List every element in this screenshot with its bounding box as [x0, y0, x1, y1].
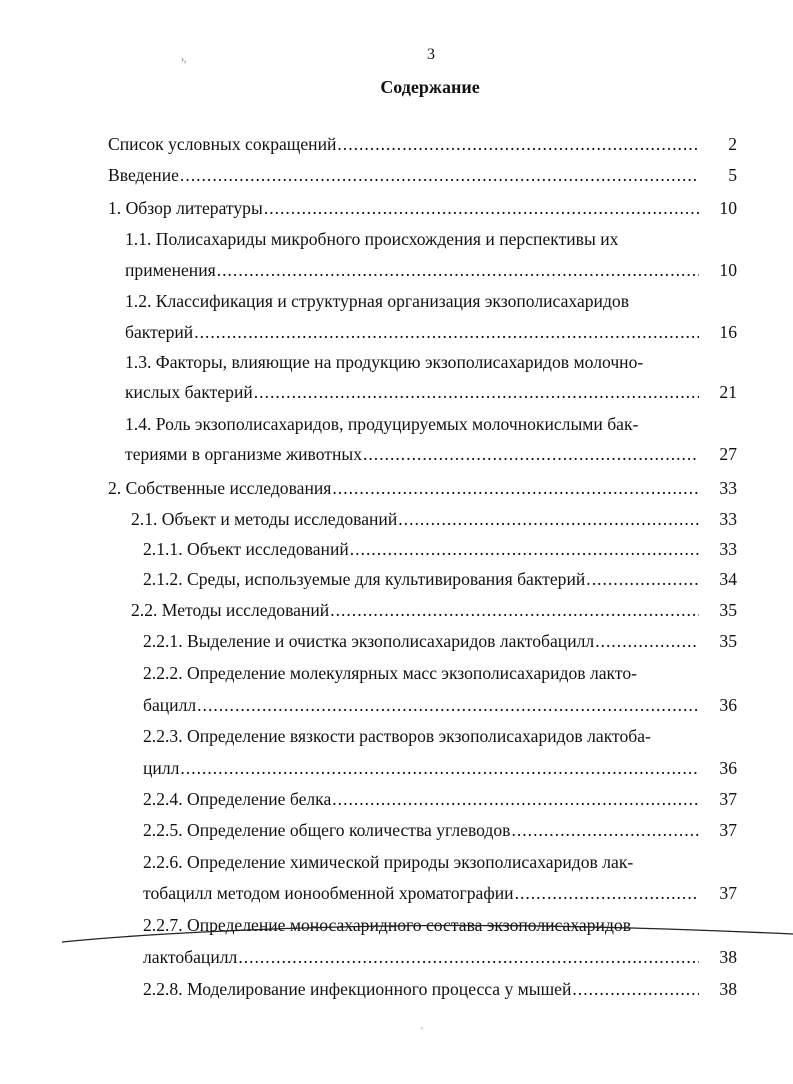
toc-entry-line1: 1.4. Роль экзополисахаридов, продуцируемых молочнокислыми бак-	[125, 414, 639, 434]
toc-entry[interactable]	[143, 819, 700, 841]
toc-entry[interactable]	[143, 946, 700, 968]
toc-entry-label: применения	[125, 260, 216, 280]
leader-dots	[332, 788, 699, 810]
toc-entry-label: лактобацилл	[143, 947, 238, 967]
toc-entry[interactable]	[143, 882, 700, 904]
toc-entry[interactable]	[125, 321, 700, 343]
leader-dots	[332, 477, 699, 499]
toc-entry-label: Список условных сокращений	[108, 134, 337, 154]
toc-entry[interactable]	[108, 133, 700, 155]
toc-entry[interactable]	[143, 630, 700, 652]
toc-entry-label: 2.2.1. Выделение и очистка экзополисахаридов лактобацилл	[143, 631, 595, 651]
toc-page-number: 36	[719, 695, 737, 715]
leader-dots	[194, 321, 699, 343]
toc-entry-label: 2. Собственные исследования	[108, 478, 332, 498]
toc-entry[interactable]	[125, 443, 700, 465]
toc-page-number: 37	[719, 789, 737, 809]
leader-dots	[330, 599, 699, 621]
toc-entry[interactable]	[125, 381, 700, 403]
toc-page-number: 16	[719, 322, 737, 342]
toc-page-number: 27	[719, 444, 737, 464]
toc-entry-label: 2.1.2. Среды, используемые для культивирования бактерий	[143, 569, 586, 589]
toc-page-number: 10	[719, 198, 737, 218]
leader-dots	[254, 381, 699, 403]
leader-dots	[180, 164, 699, 186]
toc-page-number: 10	[719, 260, 737, 280]
leader-dots	[238, 946, 699, 968]
toc-page-number: 37	[719, 883, 737, 903]
toc-entry[interactable]	[143, 757, 700, 779]
leader-dots	[572, 978, 699, 1000]
leader-dots	[350, 538, 699, 560]
toc-entry[interactable]	[125, 259, 700, 281]
toc-page-number: 5	[728, 165, 737, 185]
toc-page-number: 2	[728, 134, 737, 154]
leader-dots	[595, 630, 699, 652]
toc-page-number: 37	[719, 820, 737, 840]
page-number: 3	[427, 46, 435, 63]
toc-page-number: 35	[719, 631, 737, 651]
toc-page-number: 21	[719, 382, 737, 402]
toc-entry-line1: 1.2. Классификация и структурная организация экзополисахаридов	[125, 291, 630, 311]
toc-entry-label: териями в организме животных	[125, 444, 362, 464]
toc-entry[interactable]	[143, 538, 700, 560]
leader-dots	[337, 133, 699, 155]
toc-page-number: 33	[719, 539, 737, 559]
toc-page-number: 33	[719, 478, 737, 498]
toc-entry-label: Введение	[108, 165, 179, 185]
page-title: Содержание	[380, 77, 480, 97]
leader-dots	[363, 443, 699, 465]
toc-page-number: 34	[719, 569, 737, 589]
toc-entry[interactable]	[131, 508, 700, 530]
toc-page-number: 33	[719, 509, 737, 529]
corner-mark: ›,	[181, 54, 187, 64]
toc-page-number: 35	[719, 600, 737, 620]
toc-entry[interactable]	[143, 788, 700, 810]
toc-entry-label: 2.1.1. Объект исследований	[143, 539, 349, 559]
scan-speck: ᶜ	[421, 1024, 424, 1034]
toc-entry-line1: 2.2.7. Определение моносахаридного состава экзополисахаридов	[143, 915, 632, 935]
toc-page-number: 38	[719, 979, 737, 999]
toc-entry[interactable]	[108, 197, 700, 219]
toc-entry-label: тобацилл методом ионообменной хроматографии	[143, 883, 514, 903]
toc-entry-line1: 1.1. Полисахариды микробного происхождения и перспективы их	[125, 229, 619, 249]
leader-dots	[197, 694, 699, 716]
toc-entry-label: кислых бактерий	[125, 382, 253, 402]
toc-entry[interactable]	[143, 694, 700, 716]
toc-page-number: 38	[719, 947, 737, 967]
toc-entry-line1: 2.2.3. Определение вязкости растворов экзополисахаридов лактоба-	[143, 726, 651, 746]
toc-entry[interactable]	[108, 164, 700, 186]
leader-dots	[515, 882, 699, 904]
leader-dots	[217, 259, 699, 281]
toc-entry-label: цилл	[143, 758, 180, 778]
toc-entry[interactable]	[143, 568, 700, 590]
toc-entry-label: бацилл	[143, 695, 197, 715]
toc-entry-line1: 2.2.2. Определение молекулярных масс экзополисахаридов лакто-	[143, 663, 637, 683]
toc-entry-line1: 2.2.6. Определение химической природы экзополисахаридов лак-	[143, 852, 634, 872]
toc-entry-label: 2.2.5. Определение общего количества углеводов	[143, 820, 511, 840]
leader-dots	[180, 757, 699, 779]
toc-entry-label: 2.2.4. Определение белка	[143, 789, 332, 809]
scan-scratch-line	[62, 914, 793, 944]
toc-page-number: 36	[719, 758, 737, 778]
toc-entry[interactable]	[143, 978, 700, 1000]
toc-entry-line1: 1.3. Факторы, влияющие на продукцию экзополисахаридов молочно-	[125, 352, 644, 372]
toc-entry-label: 2.2. Методы исследований	[131, 600, 330, 620]
leader-dots	[586, 568, 699, 590]
leader-dots	[264, 197, 699, 219]
toc-entry[interactable]	[131, 599, 700, 621]
toc-entry-label: 1. Обзор литературы	[108, 198, 263, 218]
leader-dots	[511, 819, 699, 841]
toc-entry-label: 2.2.8. Моделирование инфекционного процесса у мышей	[143, 979, 572, 999]
toc-entry-label: 2.1. Объект и методы исследований	[131, 509, 398, 529]
toc-entry-label: бактерий	[125, 322, 194, 342]
toc-entry[interactable]	[108, 477, 700, 499]
leader-dots	[398, 508, 699, 530]
